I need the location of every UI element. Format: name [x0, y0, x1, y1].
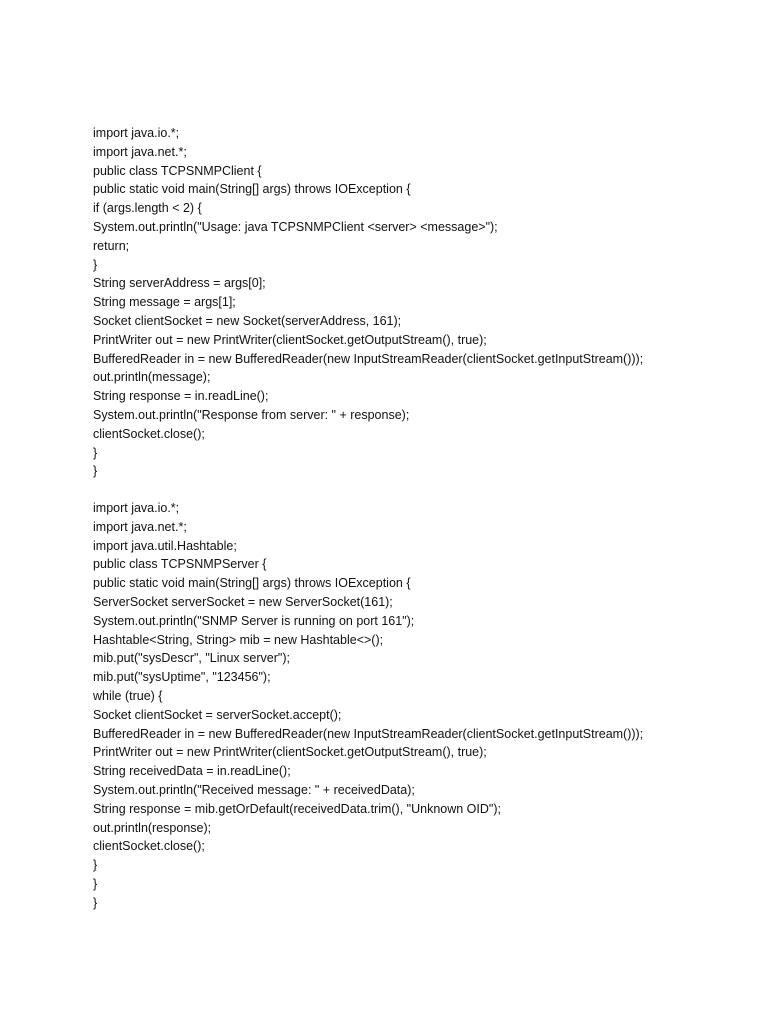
code-line: public class TCPSNMPClient {	[93, 163, 262, 178]
code-line: System.out.println("SNMP Server is running on port 161");	[93, 613, 415, 628]
code-line: BufferedReader in = new BufferedReader(new InputStreamReader(clientSocket.getInputStream()));	[93, 726, 644, 741]
code-line: }	[93, 895, 98, 910]
code-line: PrintWriter out = new PrintWriter(clientSocket.getOutputStream(), true);	[93, 332, 487, 347]
code-line: import java.net.*;	[93, 519, 187, 534]
code-line: BufferedReader in = new BufferedReader(new InputStreamReader(clientSocket.getInputStream()));	[93, 351, 644, 366]
code-line: clientSocket.close();	[93, 839, 205, 854]
code-line: String serverAddress = args[0];	[93, 276, 266, 291]
code-line: }	[93, 858, 98, 873]
code-line: import java.io.*;	[93, 126, 180, 140]
code-line: System.out.println("Response from server: " + response);	[93, 407, 410, 422]
code-line: mib.put("sysUptime", "123456");	[93, 670, 271, 685]
code-line: String message = args[1];	[93, 295, 236, 310]
code-line: }	[93, 445, 98, 460]
code-line: ServerSocket serverSocket = new ServerSocket(161);	[93, 594, 393, 609]
code-line: mib.put("sysDescr", "Linux server");	[93, 651, 290, 666]
code-line: System.out.println("Usage: java TCPSNMPClient <server> <message>");	[93, 219, 498, 234]
code-line: out.println(message);	[93, 370, 211, 385]
code-line: public static void main(String[] args) throws IOException {	[93, 182, 411, 197]
code-line: System.out.println("Received message: " + receivedData);	[93, 782, 415, 797]
code-line: Socket clientSocket = new Socket(serverAddress, 161);	[93, 313, 402, 328]
code-line: String receivedData = in.readLine();	[93, 764, 291, 779]
server-code-block	[93, 499, 743, 913]
code-line: import java.io.*;	[93, 501, 180, 515]
code-line: import java.util.Hashtable;	[93, 538, 237, 553]
code-line: public class TCPSNMPServer {	[93, 557, 267, 572]
code-line: String response = in.readLine();	[93, 389, 269, 404]
code-line: clientSocket.close();	[93, 426, 205, 441]
client-code-block	[93, 124, 743, 481]
code-line: Socket clientSocket = serverSocket.accept();	[93, 707, 342, 722]
code-line: while (true) {	[93, 688, 163, 703]
code-line: if (args.length < 2) {	[93, 201, 202, 216]
code-line: }	[93, 464, 98, 479]
code-line: return;	[93, 238, 130, 253]
code-line: public static void main(String[] args) throws IOException {	[93, 576, 411, 591]
code-line: PrintWriter out = new PrintWriter(clientSocket.getOutputStream(), true);	[93, 745, 487, 760]
code-line: }	[93, 876, 98, 891]
code-line: Hashtable<String, String> mib = new Hashtable<>();	[93, 632, 384, 647]
code-line: String response = mib.getOrDefault(receivedData.trim(), "Unknown OID");	[93, 801, 501, 816]
code-line: out.println(response);	[93, 820, 212, 835]
code-line: import java.net.*;	[93, 144, 187, 159]
code-line: }	[93, 257, 98, 272]
